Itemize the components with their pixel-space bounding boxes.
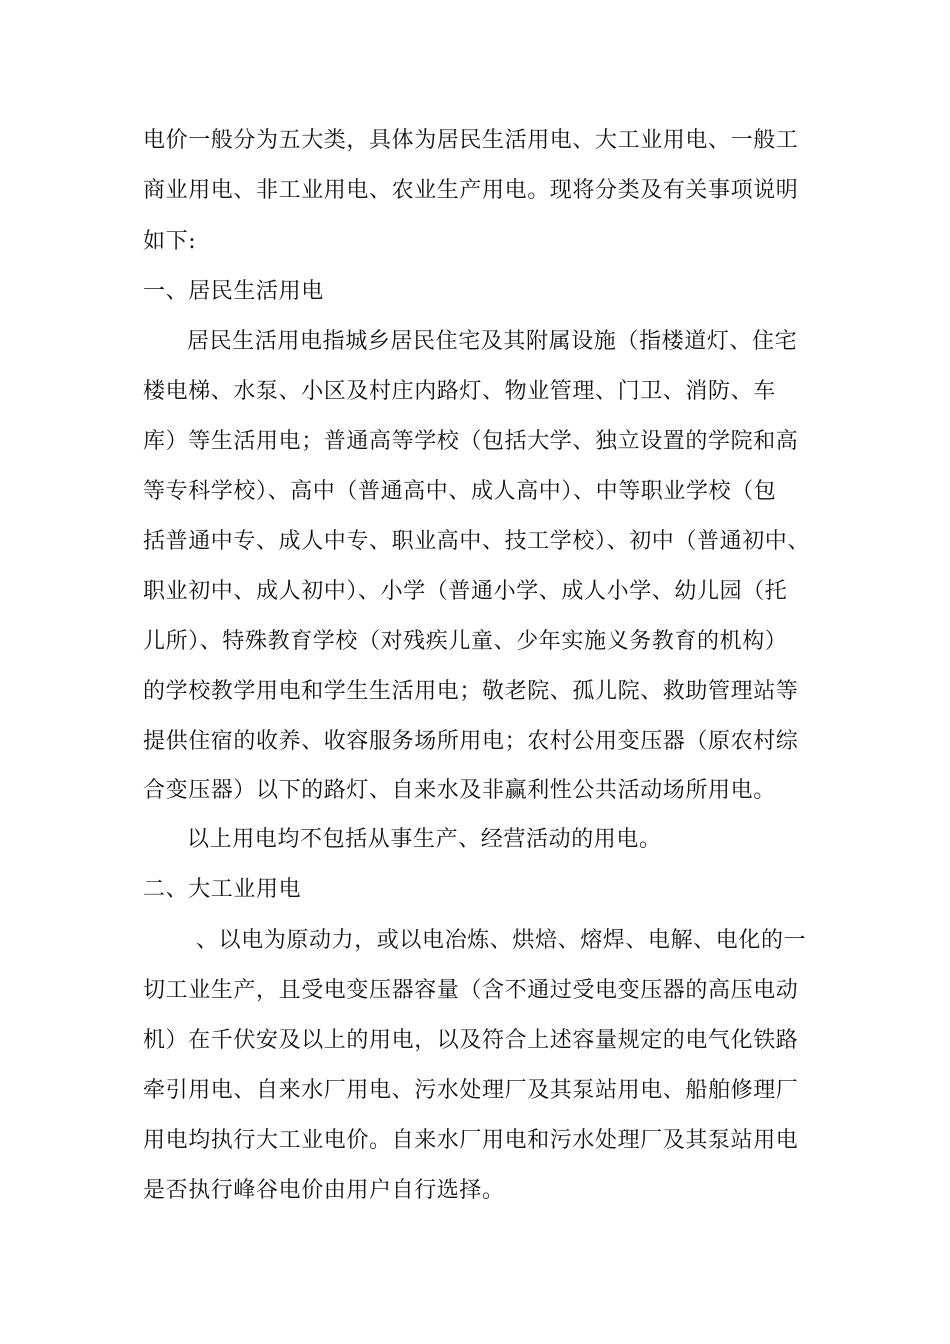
section-1-paragraph-1-line-8: 的学校教学用电和学生生活用电；敬老院、孤儿院、救助管理站等 (143, 679, 799, 704)
intro-line-1: 电价一般分为五大类，具体为居民生活用电、大工业用电、一般工 (143, 128, 799, 153)
section-2-paragraph-1-line-2: 切工业生产，且受电变压器容量（含不通过受电变压器的高压电动 (143, 978, 799, 1003)
section-1-paragraph-1-line-4: 等专科学校）、高中（普通高中、成人高中）、中等职业学校（包 (143, 479, 777, 504)
section-1-paragraph-1-line-5: 括普通中专、成人中专、职业高中、技工学校）、初中（普通初中、 (143, 529, 811, 554)
intro-line-2: 商业用电、非工业用电、农业生产用电。现将分类及有关事项说明 (143, 178, 799, 203)
section-2-paragraph-1-line-1: 、以电为原动力，或以电冶炼、烘焙、熔焊、电解、电化的一 (196, 928, 807, 953)
section-1-paragraph-1-line-9: 提供住宿的收养、收容服务场所用电；农村公用变压器（原农村综 (143, 729, 799, 754)
section-1-paragraph-1-line-10: 合变压器）以下的路灯、自来水及非赢利性公共活动场所用电。 (143, 778, 776, 803)
section-1-heading: 一、居民生活用电 (143, 279, 324, 304)
intro-line-3: 如下: (143, 229, 197, 254)
section-1-paragraph-1-line-2: 楼电梯、水泵、小区及村庄内路灯、物业管理、门卫、消防、车 (143, 379, 776, 404)
section-2-paragraph-1-line-5: 用电均执行大工业电价。自来水厂用电和污水处理厂及其泵站用电 (143, 1128, 799, 1153)
section-2-paragraph-1-line-4: 牵引用电、自来水厂用电、污水处理厂及其泵站用电、船舶修理厂 (143, 1078, 799, 1103)
section-2-paragraph-1-line-3: 机）在千伏安及以上的用电，以及符合上述容量规定的电气化铁路 (143, 1028, 799, 1053)
section-1-paragraph-1-line-3: 库）等生活用电；普通高等学校（包括大学、独立设置的学院和高 (143, 429, 799, 454)
section-2-paragraph-1-line-6: 是否执行峰谷电价由用户自行选择。 (143, 1178, 505, 1203)
section-1-paragraph-1-line-6: 职业初中、成人初中）、小学（普通小学、成人小学、幼儿园（托 (143, 579, 788, 604)
section-1-paragraph-2: 以上用电均不包括从事生产、经营活动的用电。 (187, 827, 662, 852)
section-2-heading: 二、大工业用电 (143, 877, 302, 902)
section-1-paragraph-1-line-1: 居民生活用电指城乡居民住宅及其附属设施（指楼道灯、住宅 (187, 329, 798, 354)
section-1-paragraph-1-line-7: 儿所）、特殊教育学校（对残疾儿童、少年实施义务教育的机构） (143, 629, 788, 654)
